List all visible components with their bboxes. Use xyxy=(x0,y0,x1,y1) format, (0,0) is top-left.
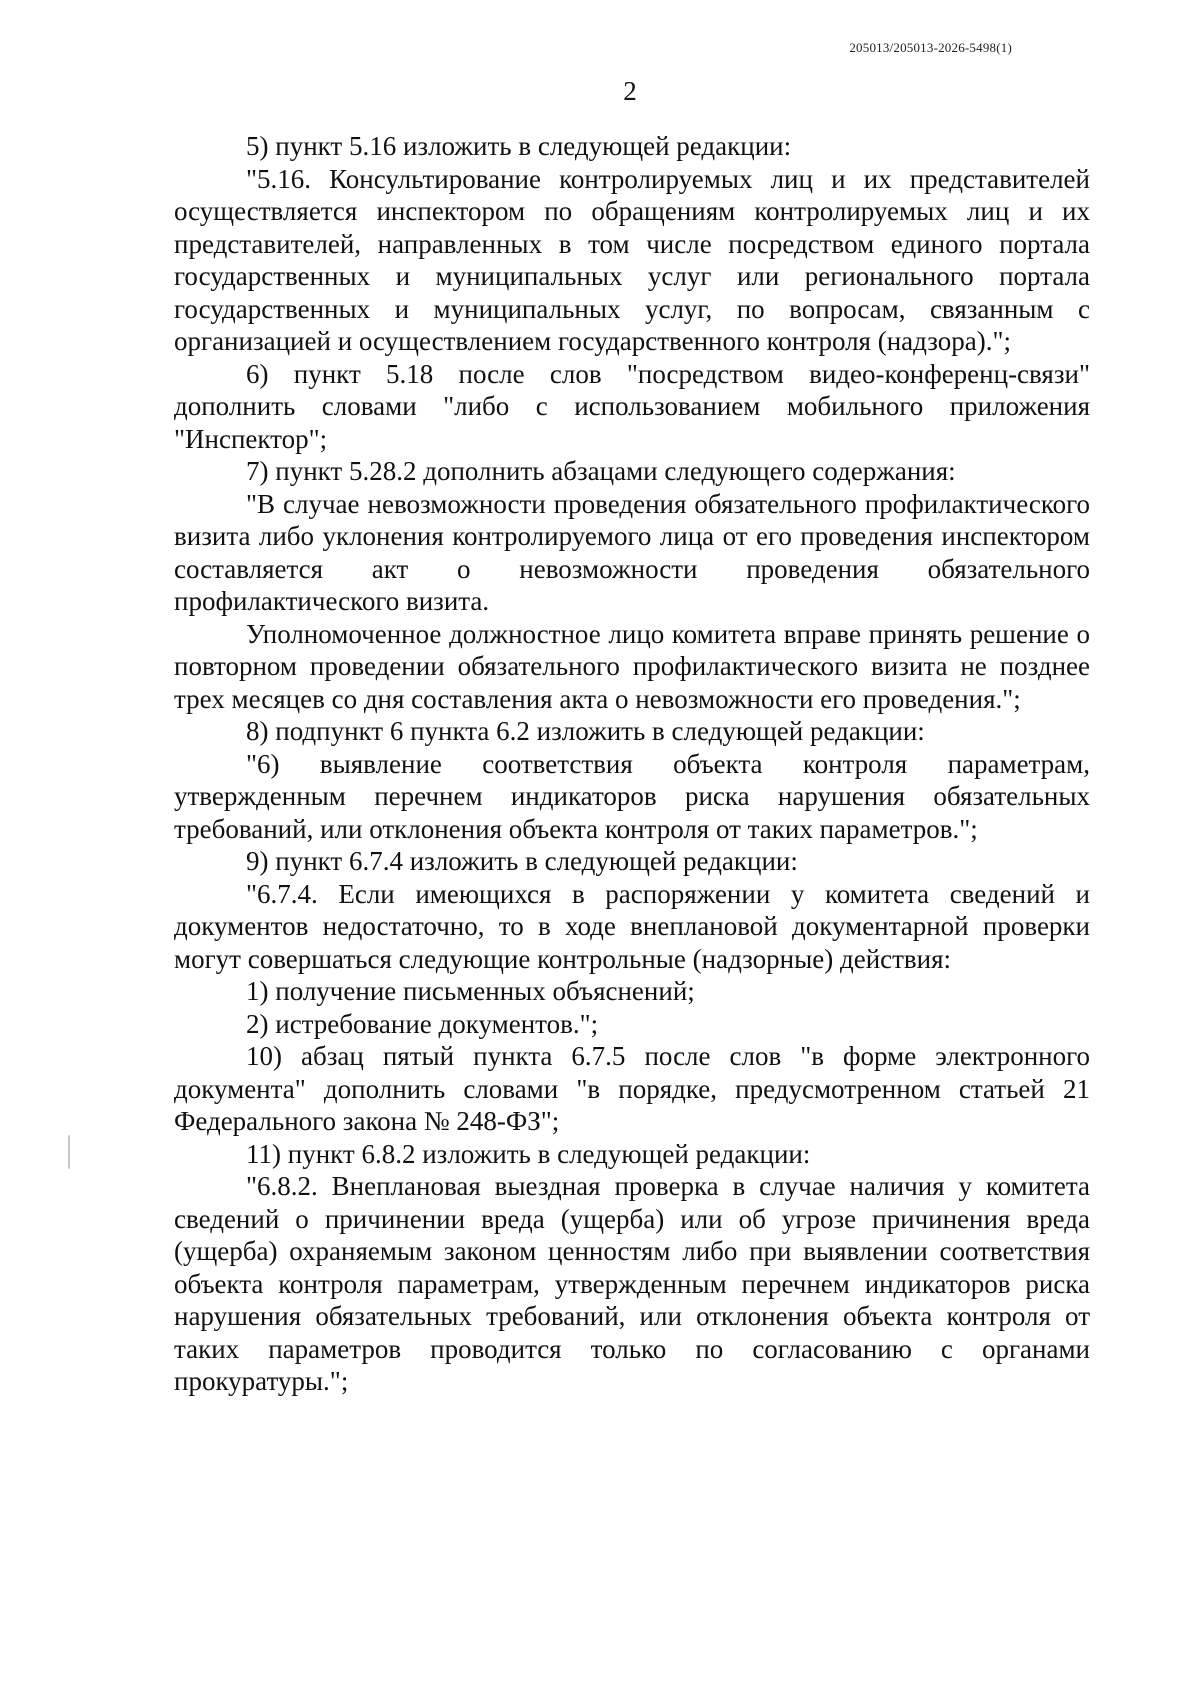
paragraph-quote-6-7-4: "6.7.4. Если имеющихся в распоряжении у комитета сведений и документов недостаточно, то в ходе внеплановой документарной проверки могут совершаться следующие контрольные (надзорные) действия: xyxy=(174,878,1090,974)
paragraph-item-9: 9) пункт 6.7.4 изложить в следующей редакции: xyxy=(246,846,798,876)
paragraph-item-5: 5) пункт 5.16 изложить в следующей редакции: xyxy=(246,131,792,161)
paragraph-quote-5-16: "5.16. Консультирование контролируемых лиц и их представителей осуществляется инспектором по обращениям контролируемых лиц и их представителей, направленных в том числе посредством единого портала государственных и муниципальных услуг или регионального портала государственных и муниципальных услуг, по вопросам, связанным с организацией и осуществлением государственного контроля (надзора)."; xyxy=(174,163,1090,356)
page-number: 2 xyxy=(623,76,637,106)
paragraph-quote-6-8-2: "6.8.2. Внеплановая выездная проверка в случае наличия у комитета сведений о причинении вреда (ущерба) или об угрозе причинения вреда (ущерба) охраняемым законом ценностям либо при выявлении соответствия объекта контроля параметрам, утвержденным перечнем индикаторов риска нарушения обязательных требований, или отклонения объекта контроля от таких параметров проводится только по согласованию с органами прокуратуры."; xyxy=(174,1171,1090,1396)
paragraph-item-8: 8) подпункт 6 пункта 6.2 изложить в следующей редакции: xyxy=(246,716,925,746)
paragraph-subitem-1: 1) получение письменных объяснений; xyxy=(246,976,695,1006)
paragraph-item-10: 10) абзац пятый пункта 6.7.5 после слов "в форме электронного документа" дополнить словами "в порядке, предусмотренном статьей 21 Федерального закона № 248-ФЗ"; xyxy=(174,1041,1090,1136)
document-number: 205013/205013-2026-5498(1) xyxy=(849,40,1012,55)
paragraph-item-11: 11) пункт 6.8.2 изложить в следующей редакции: xyxy=(246,1138,811,1169)
paragraph-quote-5-28-2-b: Уполномоченное должностное лицо комитета вправе принять решение о повторном проведении обязательного профилактического визита не позднее трех месяцев со дня составления акта о невозможности его проведения."; xyxy=(174,618,1090,714)
paragraph-quote-6-2: "6) выявление соответствия объекта контроля параметрам, утвержденным перечнем индикаторов риска нарушения обязательных требований, или отклонения объекта контроля от таких параметров."; xyxy=(174,748,1090,844)
margin-scan-mark xyxy=(68,1135,70,1169)
paragraph-item-7: 7) пункт 5.28.2 дополнить абзацами следующего содержания: xyxy=(246,456,956,486)
paragraph-quote-5-28-2-a: "В случае невозможности проведения обязательного профилактического визита либо уклонения контролируемого лица от его проведения инспектором составляется акт о невозможности проведения обязательного профилактического визита. xyxy=(174,488,1090,616)
paragraph-subitem-2: 2) истребование документов."; xyxy=(246,1008,599,1039)
paragraph-item-6: 6) пункт 5.18 после слов "посредством видео-конференц-связи" дополнить словами "либо с использованием мобильного приложения "Инспектор"; xyxy=(174,358,1090,454)
document-body xyxy=(174,130,1090,1398)
